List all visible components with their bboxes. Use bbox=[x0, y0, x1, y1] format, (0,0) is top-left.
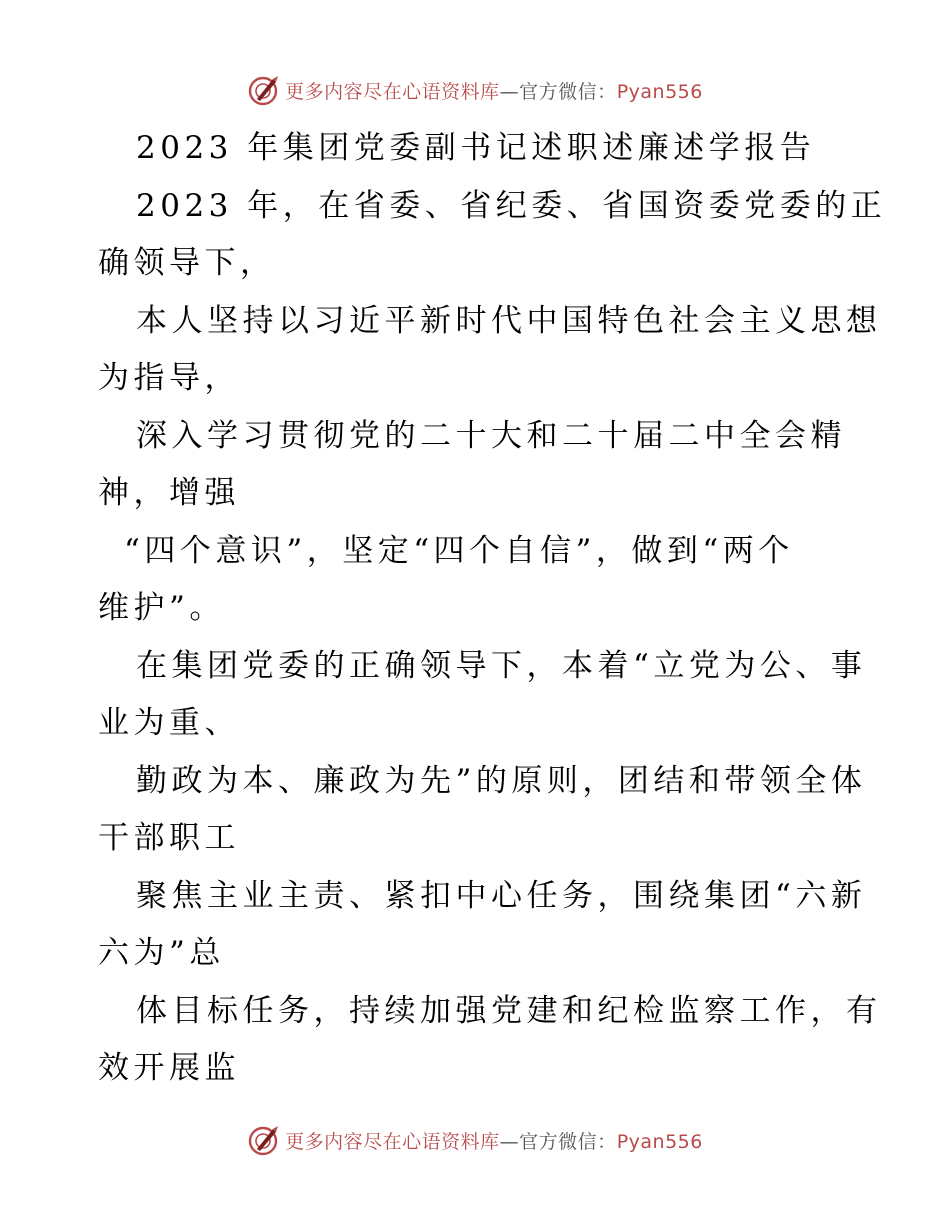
footer-banner-label: —官方微信： bbox=[499, 1130, 617, 1153]
logo-icon bbox=[247, 73, 281, 107]
paragraph-line: 深入学习贯彻党的二十大和二十届二中全会精 bbox=[136, 417, 846, 454]
paragraph-line: 为指导， bbox=[98, 360, 240, 396]
paragraph-line: “四个意识”，坚定“四个自信”，做到“两个 bbox=[124, 532, 794, 569]
footer-banner bbox=[0, 1120, 950, 1160]
paragraph-line: 本人坚持以习近平新时代中国特色社会主义思想 bbox=[136, 302, 882, 339]
paragraph-line: 2023 年，在省委、省纪委、省国资委党委的正 bbox=[136, 187, 887, 224]
document-body bbox=[98, 120, 887, 1098]
logo-icon bbox=[247, 1123, 281, 1157]
paragraph-line: 维护”。 bbox=[98, 590, 225, 626]
footer-banner-brand: 更多内容尽在心语资料库 bbox=[285, 1130, 500, 1153]
header-banner-label: —官方微信： bbox=[499, 80, 617, 103]
header-banner-brand: 更多内容尽在心语资料库 bbox=[285, 80, 500, 103]
footer-banner-id: Pyan556 bbox=[616, 1130, 703, 1153]
paragraph-line: 勤政为本、廉政为先”的原则，团结和带领全体 bbox=[136, 762, 867, 799]
footer-banner-text bbox=[285, 1127, 703, 1154]
paragraph-line: 干部职工 bbox=[98, 820, 240, 856]
header-banner-id: Pyan556 bbox=[616, 80, 703, 103]
paragraph-line: 神，增强 bbox=[98, 475, 240, 511]
header-banner-text bbox=[285, 77, 703, 104]
header-banner bbox=[0, 70, 950, 110]
paragraph-line: 体目标任务，持续加强党建和纪检监察工作，有 bbox=[136, 992, 882, 1029]
paragraph-line: 确领导下， bbox=[98, 245, 276, 281]
paragraph-line: 六为”总 bbox=[98, 935, 225, 971]
paragraph-line: 聚焦主业主责、紧扣中心任务，围绕集团“六新 bbox=[136, 877, 867, 914]
document-title: 2023 年集团党委副书记述职述廉述学报告 bbox=[136, 130, 816, 166]
paragraph-line: 在集团党委的正确领导下，本着“立党为公、事 bbox=[136, 647, 867, 684]
paragraph-line: 业为重、 bbox=[98, 705, 240, 741]
paragraph-line: 效开展监 bbox=[98, 1050, 240, 1086]
